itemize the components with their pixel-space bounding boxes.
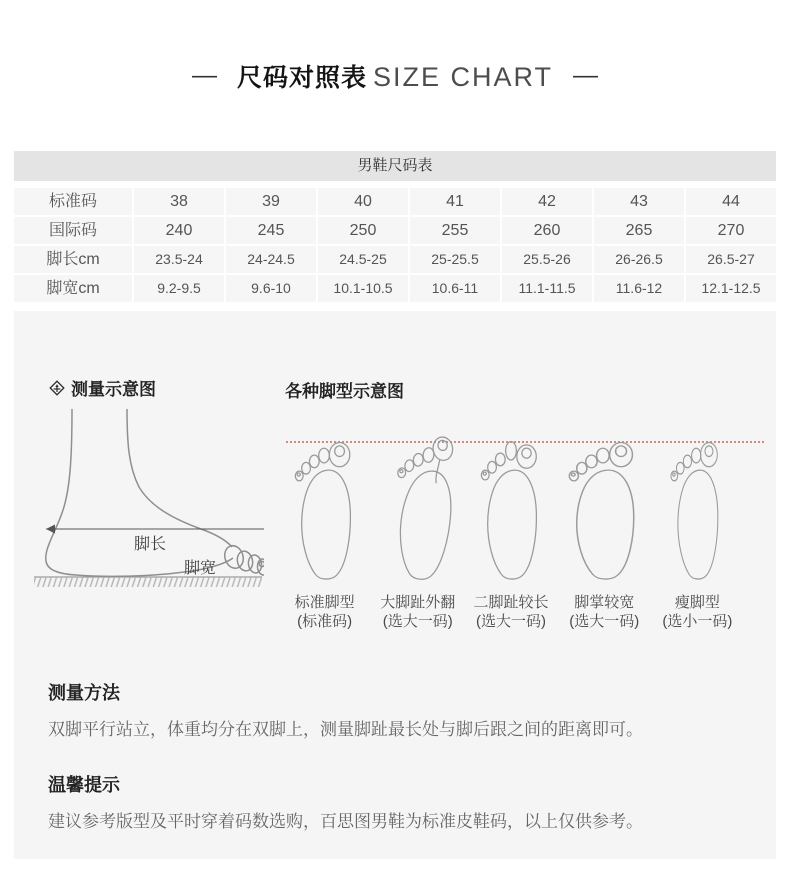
footprint-wide-icon xyxy=(569,437,639,585)
page-title xyxy=(0,0,790,94)
title-dash-right: — xyxy=(573,61,599,89)
table-cell: 26-26.5 xyxy=(594,246,684,273)
foot-type-name: 标准脚型 xyxy=(294,594,355,611)
table-cell: 10.1-10.5 xyxy=(318,275,408,302)
foot-type-note: (选大一码) xyxy=(476,613,546,630)
table-cell: 23.5-24 xyxy=(134,246,224,273)
table-cell: 11.1-11.5 xyxy=(502,275,592,302)
footprint-thin-icon xyxy=(662,437,732,585)
footprint-valgus-icon xyxy=(383,437,453,585)
method-heading: 测量方法 xyxy=(48,683,120,703)
measurement-guide-panel xyxy=(14,311,776,859)
measure-diagram-title: 测量示意图 xyxy=(71,380,156,399)
footprint-standard-icon xyxy=(290,437,360,585)
table-cell: 44 xyxy=(686,188,776,215)
table-cell: 270 xyxy=(686,217,776,244)
measure-diagram-heading xyxy=(48,375,156,400)
title-dash-left: — xyxy=(191,61,217,89)
table-cell: 24.5-25 xyxy=(318,246,408,273)
foot-type-illustrations xyxy=(278,437,744,631)
table-cell: 24-24.5 xyxy=(226,246,316,273)
table-cell: 26.5-27 xyxy=(686,246,776,273)
table-cell: 265 xyxy=(594,217,684,244)
tips-text: 建议参考版型及平时穿着码数选购，百思图男鞋为标准皮鞋码，以上仅供参考。 xyxy=(48,812,643,831)
table-cell: 260 xyxy=(502,217,592,244)
table-cell: 39 xyxy=(226,188,316,215)
size-table-caption: 男鞋尺码表 xyxy=(14,151,776,181)
tips-heading: 温馨提示 xyxy=(48,775,120,795)
foot-side-view-illustration xyxy=(32,407,264,591)
table-cell: 12.1-12.5 xyxy=(686,275,776,302)
foot-type-valgus xyxy=(371,437,464,631)
foot-type-name: 二脚趾较长 xyxy=(473,594,549,611)
foot-type-long-second-toe xyxy=(464,437,557,631)
foot-type-name: 瘦脚型 xyxy=(674,594,720,611)
table-cell: 245 xyxy=(226,217,316,244)
table-cell: 40 xyxy=(318,188,408,215)
row-label-foot-width: 脚宽cm xyxy=(14,275,132,302)
table-cell: 25.5-26 xyxy=(502,246,592,273)
row-label-foot-length: 脚长cm xyxy=(14,246,132,273)
foot-type-name: 脚掌较宽 xyxy=(574,594,635,611)
ground-hatch xyxy=(34,577,262,587)
table-cell: 43 xyxy=(594,188,684,215)
foot-type-standard xyxy=(278,437,371,631)
foot-type-name: 大脚趾外翻 xyxy=(380,594,456,611)
table-cell: 42 xyxy=(502,188,592,215)
table-cell: 10.6-11 xyxy=(410,275,500,302)
table-cell: 240 xyxy=(134,217,224,244)
table-cell: 38 xyxy=(134,188,224,215)
foot-type-note: (选大一码) xyxy=(569,613,640,630)
row-label-international-size: 国际码 xyxy=(14,217,132,244)
table-cell: 255 xyxy=(410,217,500,244)
method-text: 双脚平行站立，体重均分在双脚上，测量脚趾最长处与脚后跟之间的距离即可。 xyxy=(48,720,643,739)
table-cell: 250 xyxy=(318,217,408,244)
row-label-standard-size: 标准码 xyxy=(14,188,132,215)
size-table xyxy=(14,188,776,302)
table-cell: 9.2-9.5 xyxy=(134,275,224,302)
table-cell: 9.6-10 xyxy=(226,275,316,302)
foot-width-label: 脚宽 xyxy=(183,560,217,577)
table-cell: 25-25.5 xyxy=(410,246,500,273)
page-title-chinese: 尺码对照表 xyxy=(236,64,367,92)
foot-type-note: (选大一码) xyxy=(382,613,453,630)
foot-type-note: (标准码) xyxy=(297,613,353,630)
diamond-compass-icon xyxy=(48,379,66,397)
foot-types-heading: 各种脚型示意图 xyxy=(285,382,404,401)
page-title-english: SIZE CHART xyxy=(372,62,554,92)
footprint-long-second-toe-icon xyxy=(476,437,546,585)
foot-type-wide xyxy=(558,437,651,631)
foot-length-label: 脚长 xyxy=(133,536,167,553)
foot-type-note: (选小一码) xyxy=(662,613,733,630)
foot-type-thin xyxy=(651,437,744,631)
table-cell: 11.6-12 xyxy=(594,275,684,302)
table-cell: 41 xyxy=(410,188,500,215)
